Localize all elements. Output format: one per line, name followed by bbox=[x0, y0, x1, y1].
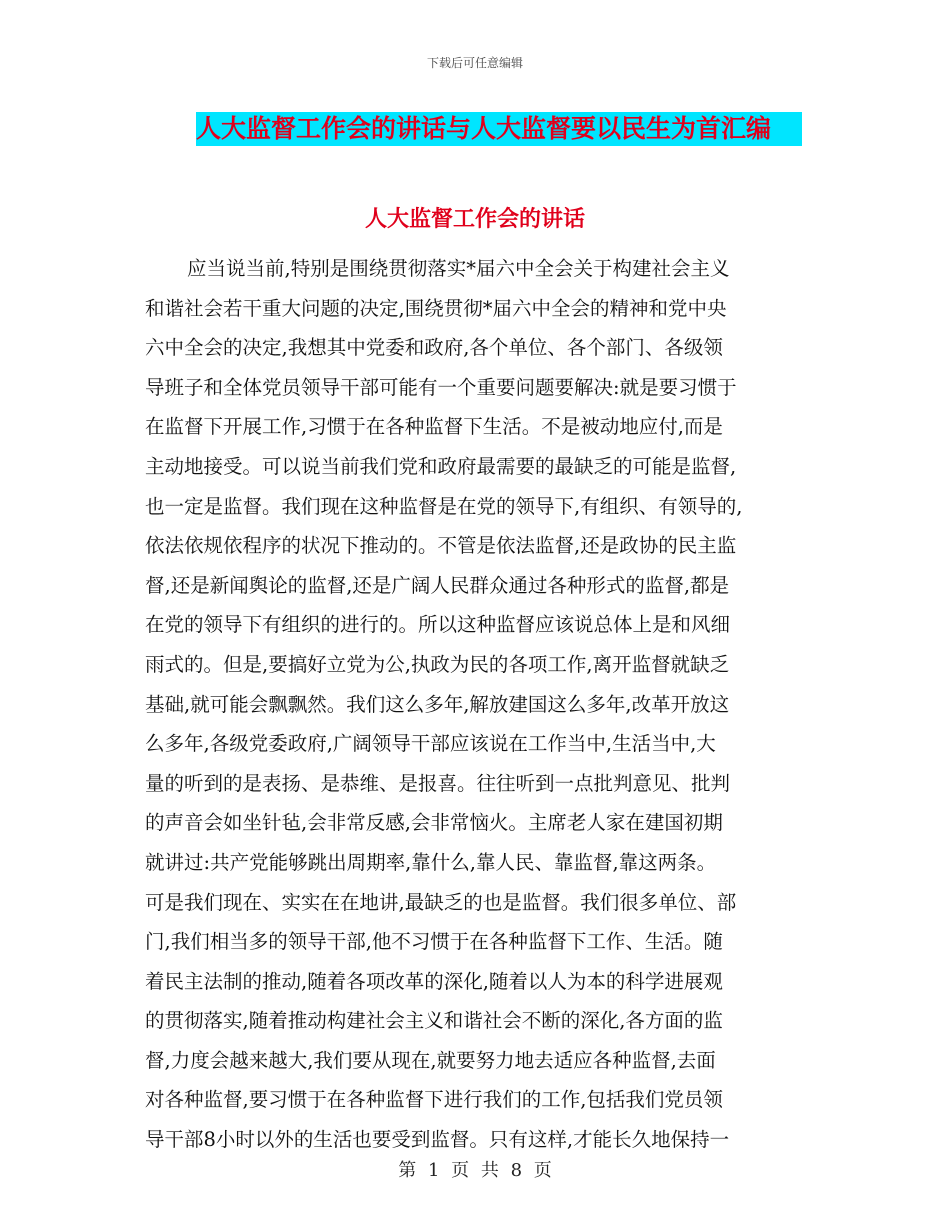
text-line: 的贯彻落实,随着推动构建社会主义和谐社会不断的深化,各方面的监 bbox=[145, 1009, 723, 1033]
text-line: 督,力度会越来越大,我们要从现在,就要努力地去适应各种监督,去面 bbox=[145, 1048, 716, 1072]
text-line: 在监督下开展工作,习惯于在各种监督下生活。不是被动地应付,而是 bbox=[145, 415, 723, 439]
text-line: 在党的领导下有组织的进行的。所以这种监督应该说总体上是和风细 bbox=[145, 613, 731, 637]
text-line: 导班子和全体党员领导干部可能有一个重要问题要解决:就是要习惯于 bbox=[145, 375, 737, 399]
main-title: 人大监督工作会的讲话与人大监督要以民生为首汇编 bbox=[196, 114, 772, 143]
text-line: 导干部8小时以外的生活也要受到监督。只有这样,才能长久地保持一 bbox=[145, 1128, 730, 1152]
text-line: 着民主法制的推动,随着各项改革的深化,随着以人为本的科学进展观 bbox=[145, 969, 723, 993]
text-line: 对各种监督,要习惯于在各种监督下进行我们的工作,包括我们党员领 bbox=[145, 1088, 723, 1112]
main-title-highlight bbox=[196, 112, 802, 146]
header-note: 下载后可任意编辑 bbox=[426, 56, 523, 70]
text-line: 应当说当前,特别是围绕贯彻落实*届六中全会关于构建社会主义 bbox=[187, 257, 730, 280]
text-line: 的声音会如坐针毡,会非常反感,会非常恼火。主席老人家在建国初期 bbox=[145, 811, 723, 835]
section-title: 人大监督工作会的讲话 bbox=[364, 206, 585, 232]
text-line: 门,我们相当多的领导干部,他不习惯于在各种监督下工作、生活。随 bbox=[145, 930, 723, 954]
text-line: 主动地接受。可以说当前我们党和政府最需要的最缺乏的可能是监督, bbox=[145, 454, 737, 478]
text-line: 依法依规依程序的状况下推动的。不管是依法监督,还是政协的民主监 bbox=[145, 534, 737, 558]
body-paragraph bbox=[145, 249, 810, 1160]
text-line: 也一定是监督。我们现在这种监督是在党的领导下,有组织、有领导的, bbox=[145, 494, 743, 518]
text-line: 量的听到的是表扬、是恭维、是报喜。往往听到一点批判意见、批判 bbox=[145, 771, 731, 795]
text-line: 和谐社会若干重大问题的决定,围绕贯彻*届六中全会的精神和党中央 bbox=[145, 296, 727, 320]
page-footer: 第 1 页 共 8 页 bbox=[398, 1160, 552, 1181]
text-line: 雨式的。但是,要搞好立党为公,执政为民的各项工作,离开监督就缺乏 bbox=[145, 652, 730, 676]
text-line: 六中全会的决定,我想其中党委和政府,各个单位、各个部门、各级领 bbox=[145, 336, 723, 360]
text-line: 就讲过:共产党能够跳出周期率,靠什么,靠人民、靠监督,靠这两条。 bbox=[145, 850, 717, 874]
text-line: 可是我们现在、实实在在地讲,最缺乏的也是监督。我们很多单位、部 bbox=[145, 890, 737, 914]
text-line: 基础,就可能会飘飘然。我们这么多年,解放建国这么多年,改革开放这 bbox=[145, 692, 730, 716]
text-line: 么多年,各级党委政府,广阔领导干部应该说在工作当中,生活当中,大 bbox=[145, 732, 716, 756]
text-line: 督,还是新闻舆论的监督,还是广阔人民群众通过各种形式的监督,都是 bbox=[145, 573, 730, 597]
